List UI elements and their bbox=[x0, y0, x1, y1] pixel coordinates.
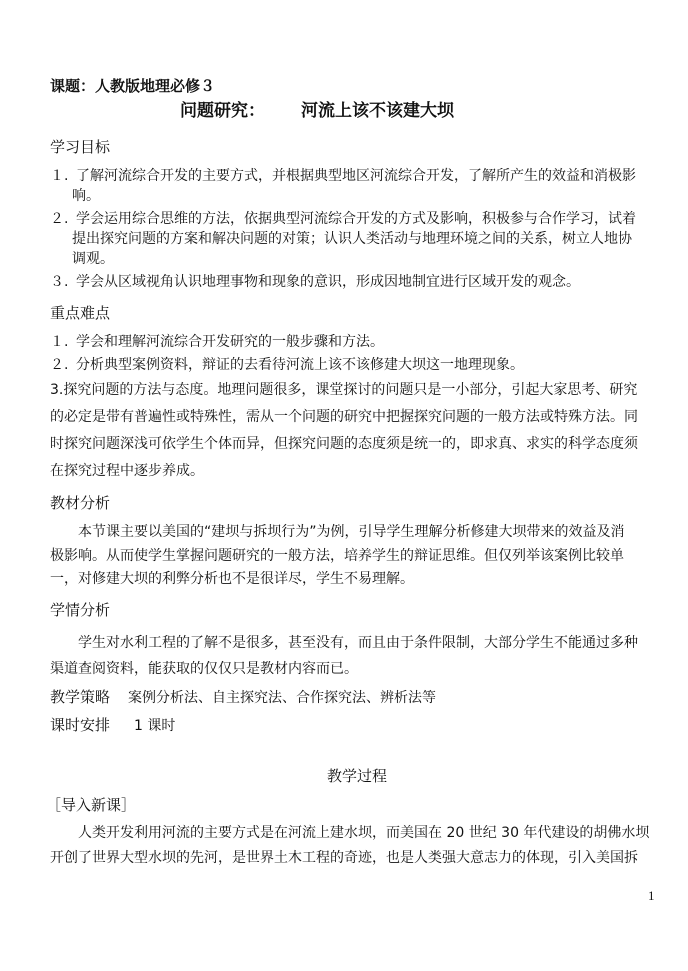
objective-1-text-line2: 响。 bbox=[72, 188, 100, 204]
objective-2-number: ２. bbox=[50, 211, 69, 227]
intro-para-line2: 开创了世界大型水坝的先河，是世界土木工程的奇迹，也是人类强大意志力的体现，引入美国拆 bbox=[50, 850, 638, 866]
schedule-value: 1 课时 bbox=[134, 718, 176, 734]
key-point-1-number: １. bbox=[50, 334, 69, 350]
objective-item-2 bbox=[50, 209, 636, 229]
process-heading: 教学过程 bbox=[327, 767, 388, 785]
strategy-label: 教学策略 bbox=[50, 688, 111, 706]
title-main: 河流上该不该建大坝 bbox=[301, 101, 454, 121]
objective-3-text-line1: 学会从区域视角认识地理事物和现象的意识，形成因地制宜进行区域开发的观念。 bbox=[76, 274, 580, 290]
key-point-3-line1: 3.探究问题的方法与态度。地理问题很多，课堂探讨的问题只是一小部分，引起大家思考、研究 bbox=[50, 382, 638, 398]
objective-item-3 bbox=[50, 272, 580, 292]
schedule-row bbox=[50, 715, 175, 736]
objective-2-text-line1: 学会运用综合思维的方法，依据典型河流综合开发的方式及影响，积极参与合作学习，试着 bbox=[76, 211, 636, 227]
key-point-2-text: 分析典型案例资料，辩证的去看待河流上该不该修建大坝这一地理现象。 bbox=[76, 357, 524, 373]
key-point-item-2 bbox=[50, 355, 524, 375]
objectives-heading: 学习目标 bbox=[50, 138, 111, 156]
students-heading: 学情分析 bbox=[50, 601, 111, 619]
strategy-value: 案例分析法、自主探究法、合作探究法、辨析法等 bbox=[128, 690, 437, 706]
key-point-3-line4: 在探究过程中逐步养成。 bbox=[50, 463, 204, 479]
textbook-para-line2: 极影响。从而使学生掌握问题研究的一般方法，培养学生的辩证思维。但仅列举该案例比较单 bbox=[50, 548, 624, 564]
objective-1-text-line1: 了解河流综合开发的主要方式，并根据典型地区河流综合开发，了解所产生的效益和消极影 bbox=[76, 168, 636, 184]
key-point-3-line3: 时探究问题深浅可依学生个体而异，但探究问题的态度须是统一的，即求真、求实的科学态度须 bbox=[50, 436, 638, 452]
intro-para-line1: 人类开发利用河流的主要方式是在河流上建水坝，而美国在 20 世纪 30 年代建设的胡佛水坝 bbox=[78, 825, 650, 841]
schedule-label: 课时安排 bbox=[50, 716, 111, 734]
key-point-1-text: 学会和理解河流综合开发研究的一般步骤和方法。 bbox=[76, 334, 384, 350]
intro-section-label: ［导入新课］ bbox=[46, 796, 137, 814]
key-points-heading: 重点难点 bbox=[50, 304, 111, 322]
objective-2-text-line2: 提出探究问题的方案和解决问题的对策；认识人类活动与地理环境之间的关系，树立人地协 bbox=[72, 231, 632, 247]
students-para-line1: 学生对水利工程的了解不是很多，甚至没有，而且由于条件限制，大部分学生不能通过多种 bbox=[78, 635, 638, 651]
document-title bbox=[180, 101, 454, 121]
key-point-2-number: ２. bbox=[50, 357, 69, 373]
textbook-para-line1: 本节课主要以美国的“建坝与拆坝行为”为例，引导学生理解分析修建大坝带来的效益及消 bbox=[78, 524, 625, 540]
objective-item-1 bbox=[50, 166, 636, 186]
strategy-row bbox=[50, 687, 436, 708]
title-prefix: 问题研究： bbox=[180, 101, 265, 121]
textbook-para-line3: 一，对修建大坝的利弊分析也不是很详尽，学生不易理解。 bbox=[50, 571, 414, 587]
page-number: 1 bbox=[648, 888, 655, 903]
students-para-line2: 渠道查阅资料，能获取的仅仅只是教材内容而已。 bbox=[50, 661, 358, 677]
objective-2-text-line3: 调观。 bbox=[72, 251, 114, 267]
key-point-item-1 bbox=[50, 332, 384, 352]
textbook-heading: 教材分析 bbox=[50, 494, 111, 512]
objective-1-number: １. bbox=[50, 168, 69, 184]
course-label: 课题：人教版地理必修３ bbox=[50, 77, 216, 95]
objective-3-number: ３. bbox=[50, 274, 69, 290]
key-point-3-line2: 的必定是带有普遍性或特殊性，需从一个问题的研究中把握探究问题的一般方法或特殊方法。同 bbox=[50, 409, 638, 425]
